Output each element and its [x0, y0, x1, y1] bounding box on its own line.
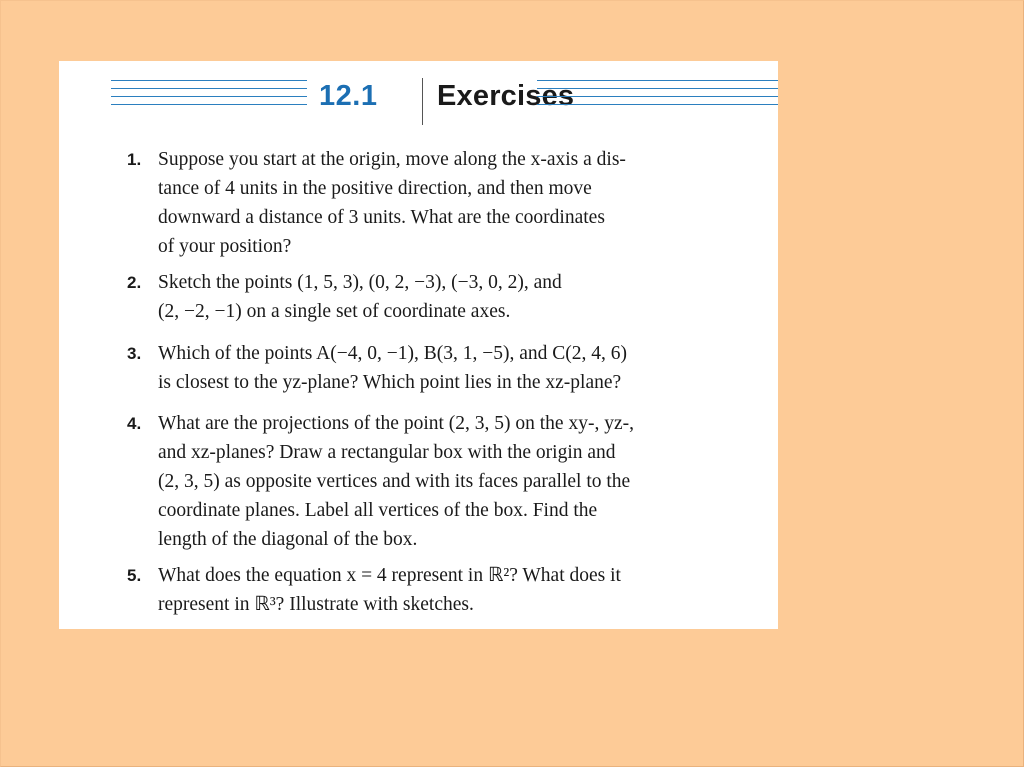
- exercise-text-line: What does the equation x = 4 represent in ℝ²? What does it: [158, 565, 621, 586]
- exercise-5: [127, 561, 767, 619]
- section-number: 12.1: [319, 80, 378, 112]
- exercise-text-line: and xz-planes? Draw a rectangular box with the origin and: [158, 442, 616, 463]
- exercise-1: [127, 145, 767, 261]
- exercise-text-line: coordinate planes. Label all vertices of the box. Find the: [158, 500, 598, 521]
- textbook-page-excerpt: [59, 61, 778, 629]
- exercise-2: [127, 268, 767, 326]
- exercise-text-line: length of the diagonal of the box.: [158, 529, 418, 550]
- header-rules-left: [111, 80, 307, 104]
- exercise-text-line: (2, −2, −1) on a single set of coordinate axes.: [158, 301, 511, 322]
- section-header: [59, 61, 778, 129]
- exercise-number: 4.: [127, 414, 142, 433]
- exercise-text-line: Which of the points A(−4, 0, −1), B(3, 1, −5), and C(2, 4, 6): [158, 343, 627, 364]
- header-rules-right: [537, 80, 778, 104]
- header-divider: [422, 78, 423, 125]
- exercise-text-line: downward a distance of 3 units. What are the coordinates: [158, 207, 605, 228]
- exercise-4: [127, 409, 767, 554]
- exercise-text-line: of your position?: [158, 236, 292, 257]
- exercise-number: 3.: [127, 344, 142, 363]
- exercise-text-line: tance of 4 units in the positive direction, and then move: [158, 178, 592, 199]
- exercise-text-line: is closest to the yz-plane? Which point lies in the xz-plane?: [158, 372, 622, 393]
- exercise-text-line: Suppose you start at the origin, move along the x-axis a dis-: [158, 149, 626, 170]
- exercise-text-line: Sketch the points (1, 5, 3), (0, 2, −3), (−3, 0, 2), and: [158, 272, 562, 293]
- exercise-3: [127, 339, 767, 397]
- exercise-text-line: (2, 3, 5) as opposite vertices and with its faces parallel to the: [158, 471, 631, 492]
- exercise-text-line: represent in ℝ³? Illustrate with sketches.: [158, 594, 474, 615]
- exercise-number: 2.: [127, 273, 142, 292]
- exercise-number: 1.: [127, 150, 142, 169]
- exercise-text-line: What are the projections of the point (2, 3, 5) on the xy-, yz-,: [158, 413, 634, 434]
- section-title: Exercises: [437, 80, 575, 112]
- exercise-number: 5.: [127, 566, 142, 585]
